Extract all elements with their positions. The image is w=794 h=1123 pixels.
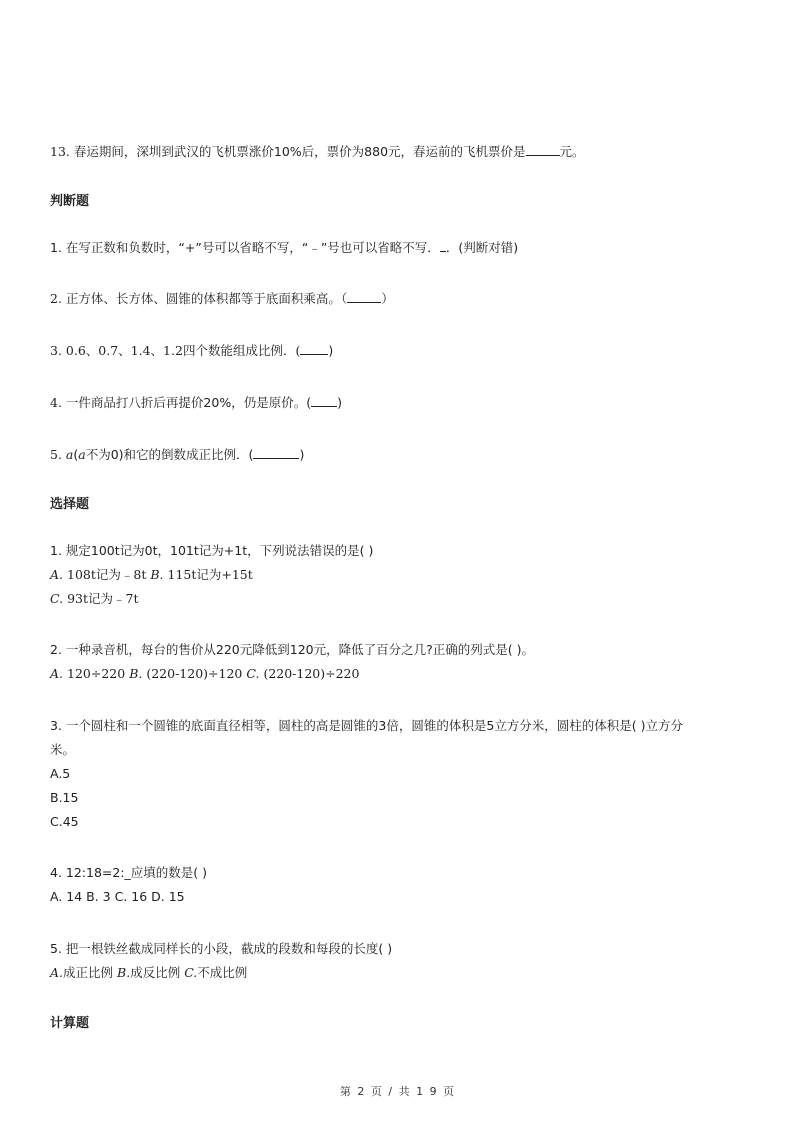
judge-question-4 — [50, 394, 342, 412]
option-c-label: C. — [50, 591, 64, 606]
section-heading-choice: 选择题 — [50, 497, 90, 512]
option-b-label: B. — [150, 567, 164, 582]
option-a-text: 108t记为﹣8t — [67, 567, 147, 582]
option-c-text: (220-120)÷220 — [263, 666, 360, 681]
paren-close: ) — [337, 395, 342, 410]
question-number: 2. — [50, 291, 62, 306]
option-a-text: 成正比例 — [63, 965, 114, 980]
option-c-label: C. — [246, 666, 260, 681]
choice-question-3-option-b: B.15 — [50, 790, 79, 805]
choice-question-1-stem: 1. 规定100t记为0t，101t记为+1t，下列说法错误的是( ) — [50, 543, 374, 558]
section-heading-judge: 判断题 — [50, 194, 90, 209]
answer-blank — [253, 446, 299, 459]
question-number: 4. — [50, 395, 62, 410]
question-text: 春运期间，深圳到武汉的飞机票涨价10%后，票价为880元，春运前的飞机票价是 — [73, 144, 526, 159]
choice-question-4-stem: 4. 12:18=2:_应填的数是( ) — [50, 865, 208, 880]
option-a-label: A. — [50, 567, 64, 582]
judge-question-2 — [50, 290, 394, 308]
question-number: 1. — [50, 240, 62, 255]
paren-close: ) — [328, 343, 334, 358]
answer-blank — [347, 290, 381, 303]
answer-blank — [311, 394, 337, 407]
option-c-text: 不成比例 — [197, 965, 248, 980]
option-b-text: (220-120)÷120 — [146, 666, 243, 681]
question-text: 不为0)和它的倒数成正比例．( — [85, 447, 254, 462]
judge-question-3 — [50, 342, 333, 360]
choice-question-3-stem-line1: 3. 一个圆柱和一个圆锥的底面直径相等，圆柱的高是圆锥的3倍，圆锥的体积是5立方分米，圆柱的体积是( )立方分 — [50, 718, 684, 733]
choice-question-1-options-row1 — [50, 566, 253, 584]
choice-question-3-stem-line2: 米。 — [50, 742, 76, 757]
section-heading-calc: 计算题 — [50, 1016, 90, 1031]
choice-question-5-options — [50, 964, 247, 982]
answer-blank — [300, 342, 328, 355]
choice-question-5-stem: 5. 把一根铁丝截成同样长的小段，截成的段数和每段的长度( ) — [50, 941, 393, 956]
question-number: 5. — [50, 447, 62, 462]
question-text: 在写正数和负数时，“+”号可以省略不写，“﹣”号也可以省略不写． — [65, 240, 440, 255]
choice-question-3-option-a: A.5 — [50, 766, 71, 781]
question-text: 0.6、0.7、1.4、1.2四个数能组成比例．( — [65, 343, 301, 358]
option-c-label: C. — [184, 965, 198, 980]
option-a-label: A. — [50, 965, 64, 980]
question-suffix: ．(判断对错) — [445, 240, 519, 255]
paren-open: （ — [340, 291, 348, 306]
paren-close: ) — [299, 447, 305, 462]
option-c-text: 93t记为﹣7t — [67, 591, 139, 606]
choice-question-3-option-c: C.45 — [50, 814, 79, 829]
option-a-text: 120÷220 — [67, 666, 126, 681]
choice-question-2-stem: 2. 一种录音机，每台的售价从220元降低到120元，降低了百分之几?正确的列式是( )。 — [50, 642, 534, 657]
paren-open: ( — [73, 447, 79, 462]
option-b-text: 成反比例 — [130, 965, 181, 980]
answer-blank — [526, 143, 560, 156]
paren-close: ） — [381, 291, 394, 306]
question-text-suffix: 元。 — [559, 144, 585, 159]
choice-question-4-options: A. 14 B. 3 C. 16 D. 15 — [50, 889, 185, 904]
choice-question-2-options — [50, 665, 359, 683]
question-text: 正方体、长方体、圆锥的体积都等于底面积乘高。 — [65, 291, 341, 306]
question-number: 3. — [50, 343, 62, 358]
page-footer: 第 2 页 / 共 1 9 页 — [339, 1085, 455, 1098]
judge-question-1 — [50, 239, 518, 257]
option-b-label: B. — [129, 666, 143, 681]
option-b-label: B. — [117, 965, 131, 980]
option-b-text: 115t记为+15t — [167, 567, 253, 582]
question-13 — [50, 143, 585, 161]
question-number: 13. — [50, 144, 70, 159]
judge-question-5 — [50, 446, 304, 464]
variable-a: a — [65, 447, 74, 462]
choice-question-1-options-row2 — [50, 590, 138, 608]
option-a-label: A. — [50, 666, 64, 681]
question-text: 一件商品打八折后再提价20%，仍是原价。( — [65, 395, 312, 410]
variable-a: a — [78, 447, 86, 462]
